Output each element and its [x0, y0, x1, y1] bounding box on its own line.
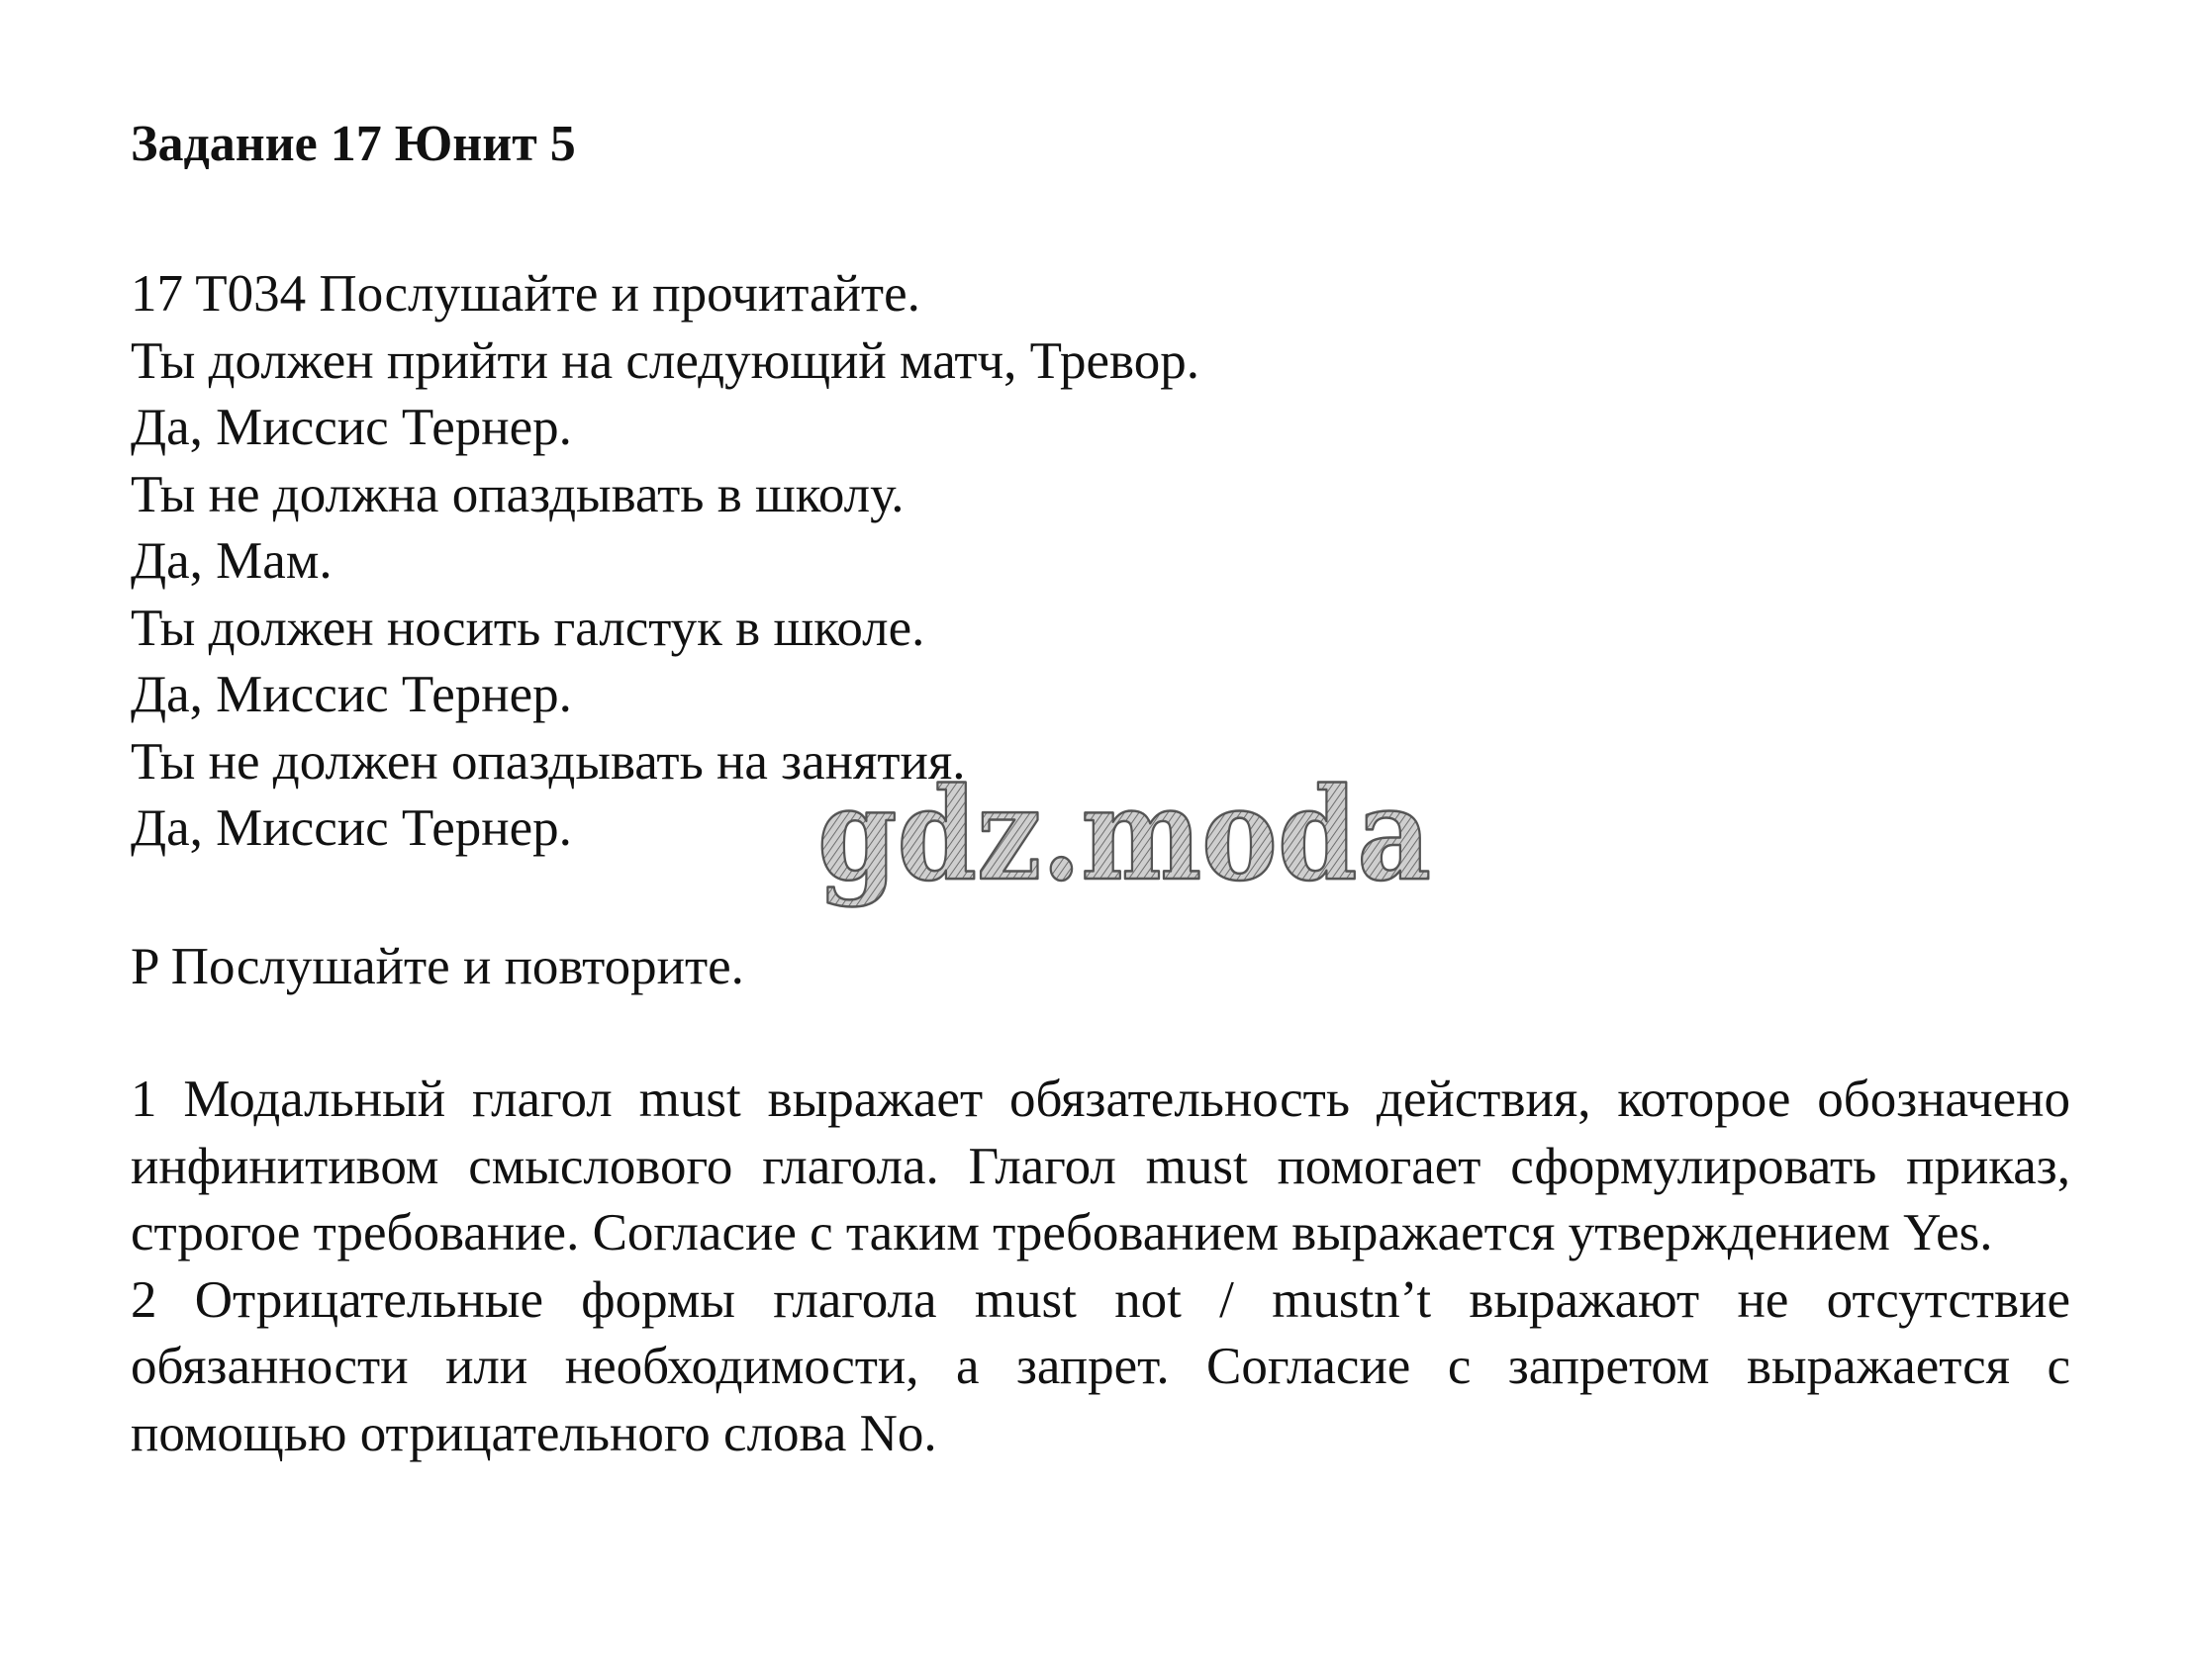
dialogue-line: Да, Миссис Тернер.: [131, 399, 572, 456]
dialogue-line: Ты не должна опаздывать в школу.: [131, 465, 905, 523]
watermark-logo: [812, 762, 1445, 930]
grammar-rules: [131, 1067, 2070, 1467]
watermark-text: gdz.moda: [817, 762, 1431, 909]
page-title: Задание 17 Юнит 5: [131, 116, 576, 172]
dialogue-line: Ты должен прийти на следующий матч, Тревор.: [131, 331, 1199, 390]
dialogue-line: Ты не должен опаздывать на занятия.: [131, 732, 966, 791]
dialogue-line: Ты должен носить галстук в школе.: [131, 599, 925, 657]
dialogue-line: Да, Мам.: [131, 532, 333, 590]
repeat-instruction: P Послушайте и повторите.: [131, 938, 744, 995]
dialogue-line: Да, Миссис Тернер.: [131, 666, 572, 723]
dialogue-line: 17 T034 Послушайте и прочитайте.: [131, 265, 920, 323]
dialogue-line: Да, Миссис Тернер.: [131, 799, 572, 857]
rule-paragraph: 2 Отрицательные формы глагола must not / mustn’t выражают не отсутствие обязанности или необходимости, а запрет. Согласие с запретом выражается с помощью отрицательного слова No.: [131, 1270, 2070, 1462]
rule-paragraph: 1 Модальный глагол must выражает обязательность действия, которое обозначено инфинитивом смыслового глагола. Глагол must помогает сформулировать приказ, строгое требование. Согласие с таким требованием выражается утверждением Yes.: [131, 1071, 2070, 1261]
